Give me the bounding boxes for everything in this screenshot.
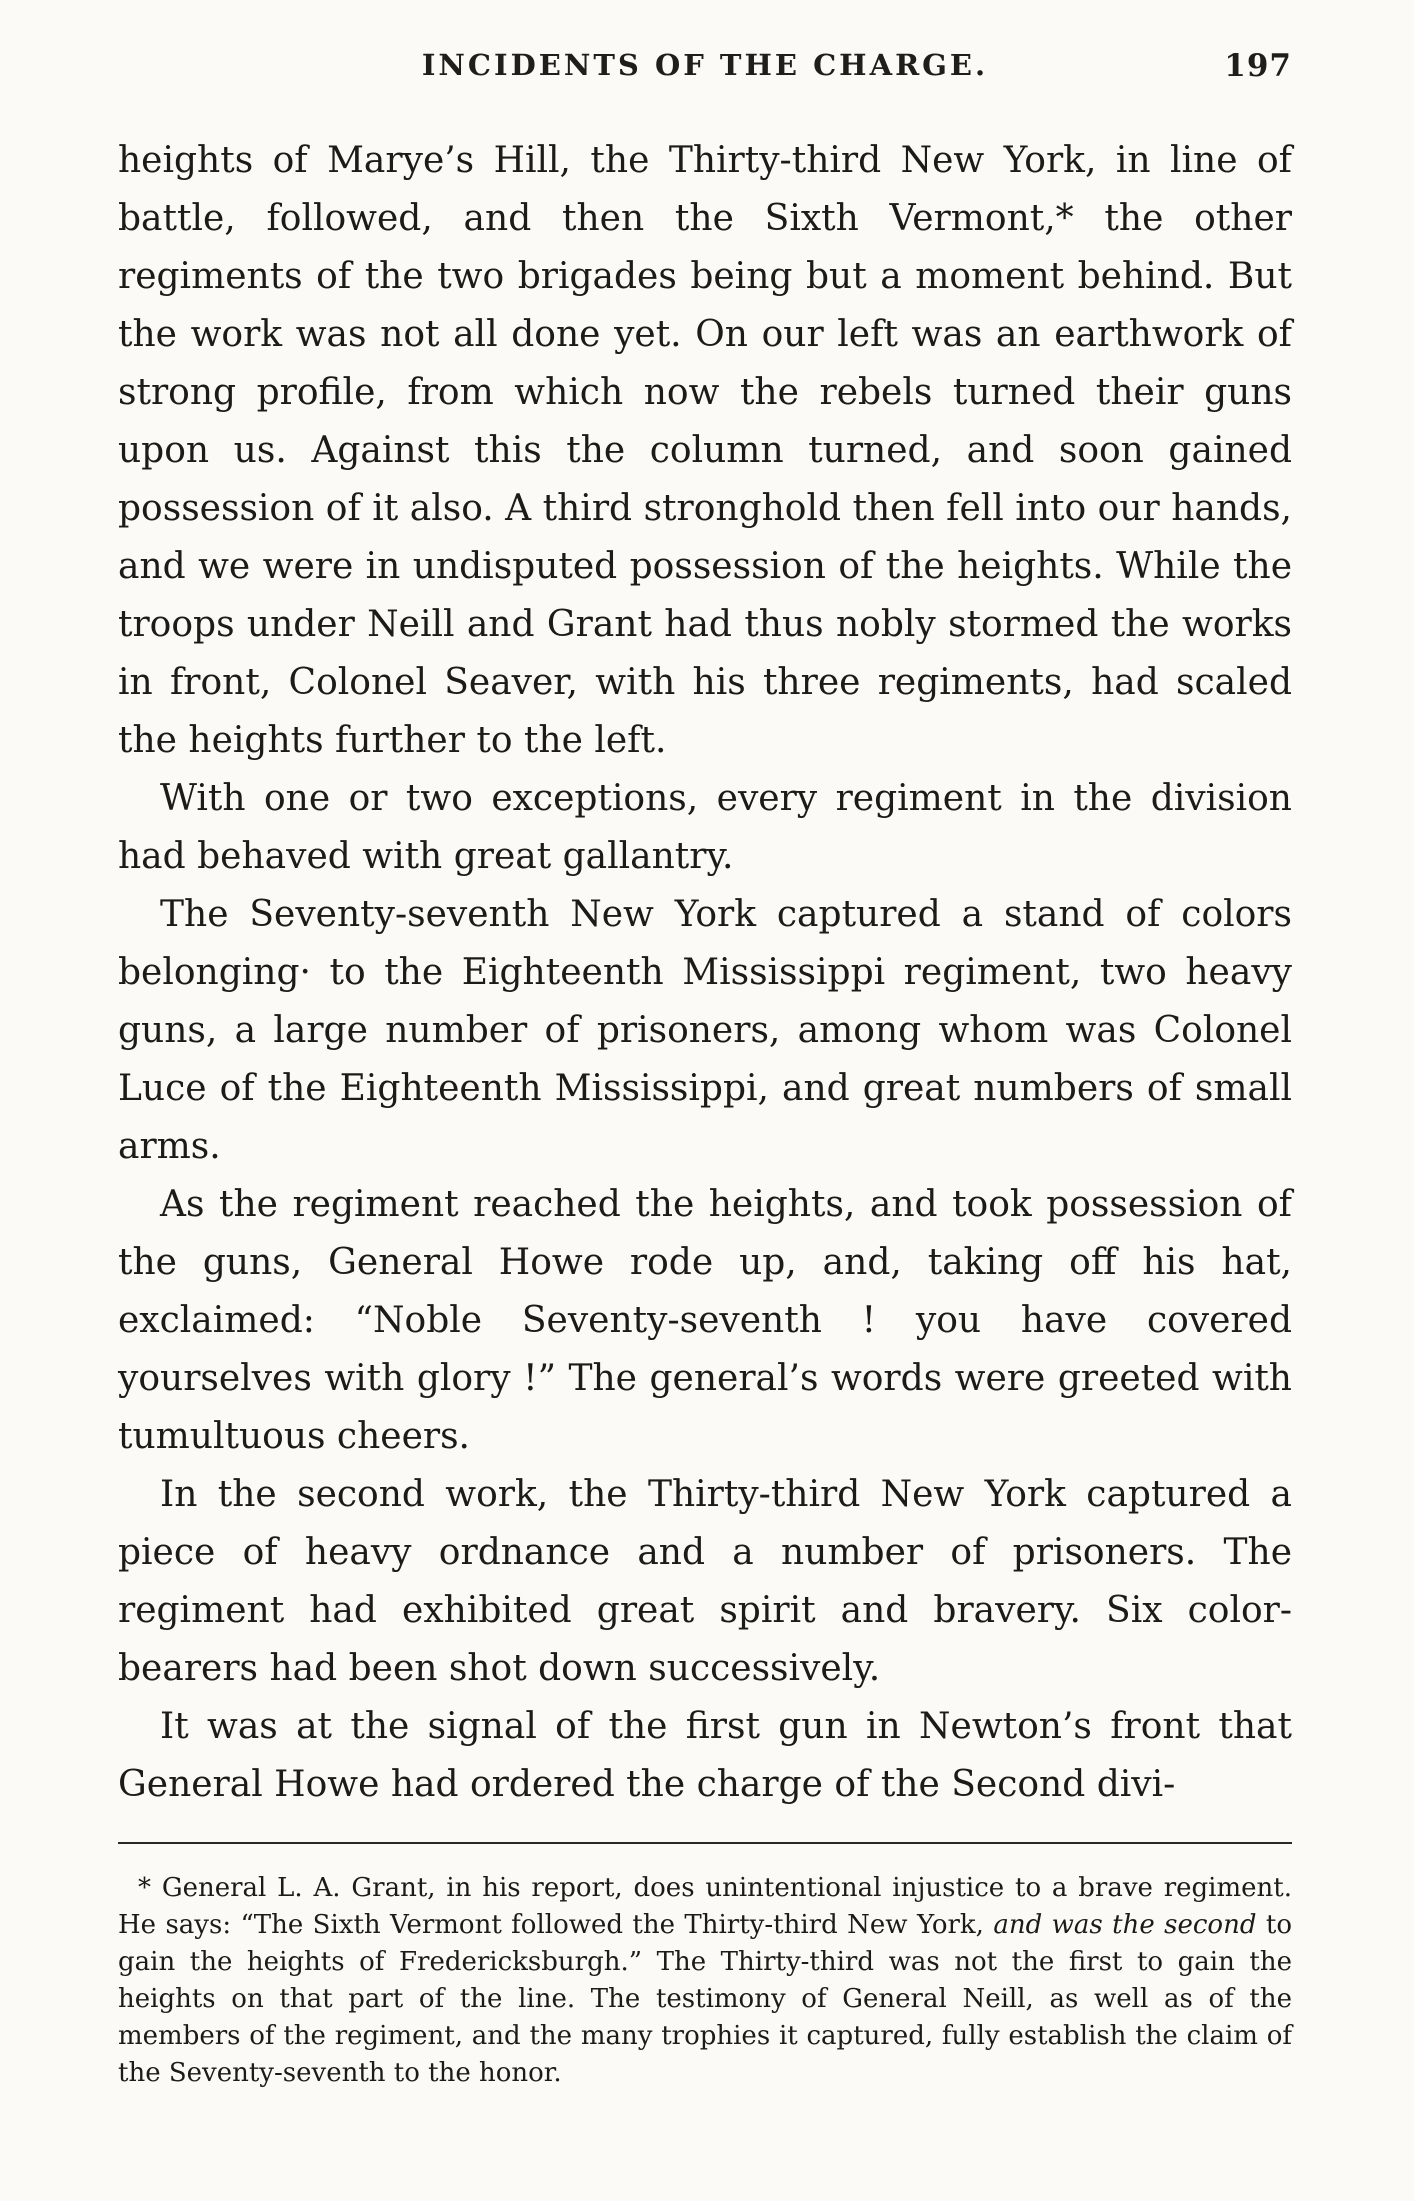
body-paragraph: With one or two exceptions, every regiment in the division had behaved with great gallantry. <box>118 778 1292 877</box>
body-paragraph: It was at the signal of the first gun in Newton’s front that General Howe had ordered the charge of the Second divi- <box>118 1706 1292 1805</box>
footnote-text-lead: * General L. A. Grant, in his report, does unintentional injustice to a brave regiment. He says: “The Sixth Vermont followed the Thirty-third New York, <box>118 1873 1292 1940</box>
running-head <box>118 48 1292 92</box>
body-paragraph: The Seventy-seventh New York captured a stand of colors belonging· to the Eighteenth Mississippi regiment, two heavy guns, a large number of prisoners, among whom was Colonel Luce of the Eighteenth Mississippi, and great numbers of small arms. <box>118 894 1292 1167</box>
body-paragraph: As the regiment reached the heights, and took possession of the guns, General Howe rode up, and, taking off his hat, exclaimed: “Noble Seventy-seventh ! you have covered yourselves with glory !” The general’s words were greeted with tumultuous cheers. <box>118 1184 1292 1457</box>
footnote <box>118 1870 1292 2092</box>
page-body <box>118 132 1292 1814</box>
body-paragraph: In the second work, the Thirty-third New York captured a piece of heavy ordnance and a number of prisoners. The regiment had exhibited great spirit and bravery. Six color-bearers had been shot down successively. <box>118 1474 1292 1689</box>
page-number: 197 <box>1224 48 1292 84</box>
footnote-text-italic: and was the second <box>993 1910 1257 1940</box>
footnote-text-tail: to gain the heights of Fredericksburgh.” The Thirty-third was not the first to gain the heights on that part of the line. The testimony of General Neill, as well as of the members of the regiment, and the many trophies it captured, fully establish the claim of the Seventy-seventh to the honor. <box>118 1910 1292 2088</box>
body-paragraph: heights of Marye’s Hill, the Thirty-third New York, in line of battle, followed, and then the Sixth Vermont,* the other regiments of the two brigades being but a moment behind. But the work was not all done yet. On our left was an earthwork of strong profile, from which now the rebels turned their guns upon us. Against this the column turned, and soon gained possession of it also. A third stronghold then fell into our hands, and we were in undisputed possession of the heights. While the troops under Neill and Grant had thus nobly stormed the works in front, Colonel Seaver, with his three regiments, had scaled the heights further to the left. <box>118 140 1292 761</box>
running-head-title: INCIDENTS OF THE CHARGE. <box>421 48 989 82</box>
footnote-section <box>118 1842 1292 2092</box>
